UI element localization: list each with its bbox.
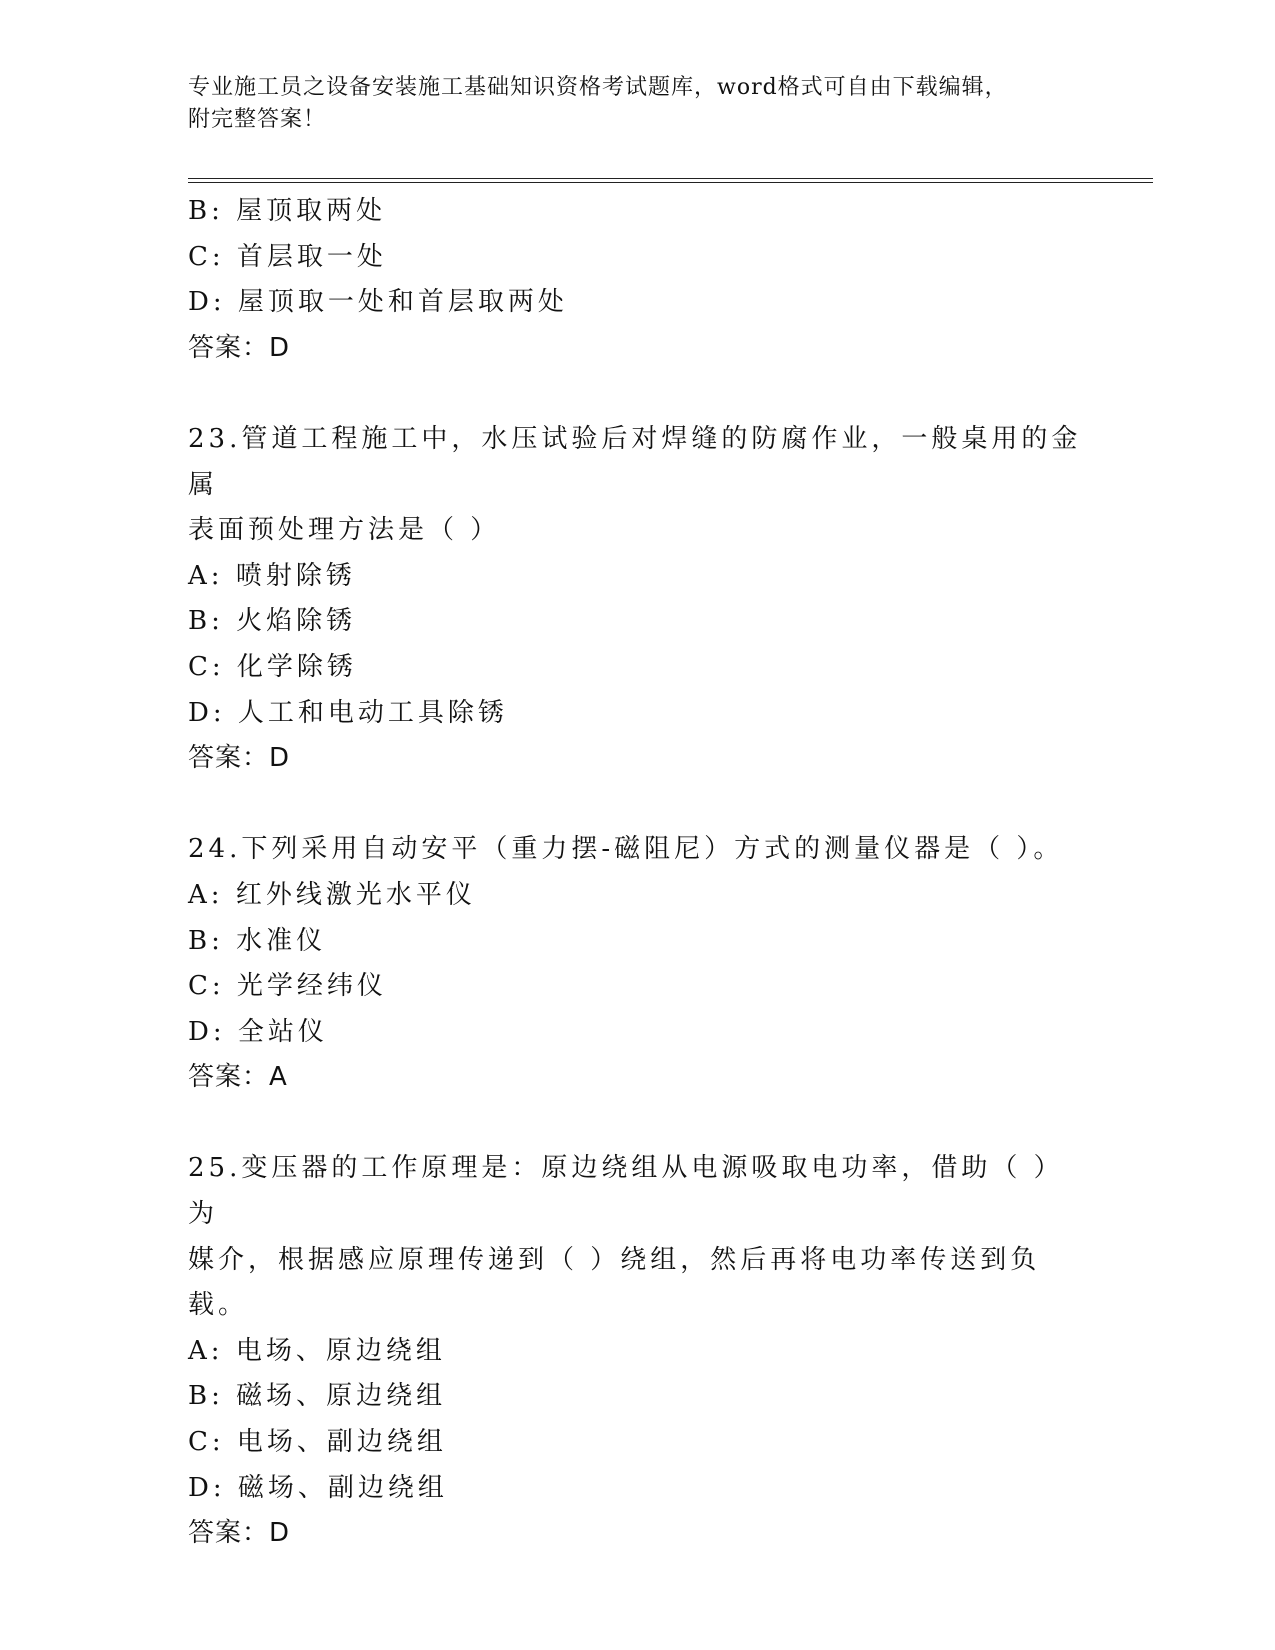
question-25 (188, 1146, 1088, 1556)
option-text: 化学除锈 (236, 651, 357, 682)
question-stem-line: 24.下列采用自动安平（重力摆-磁阻尼）方式的测量仪器是（ ）。 (188, 834, 1064, 865)
option-label: C: (188, 651, 225, 682)
answer-line: 答案：D (188, 743, 291, 774)
document-header (188, 72, 1068, 136)
option-text: 红外线激光水平仪 (235, 879, 476, 910)
option-a (188, 873, 1088, 919)
option-b (188, 919, 1088, 965)
question-24 (188, 827, 1088, 1101)
question-stem-line: 表面预处理方法是（ ） (188, 515, 501, 546)
option-text: 火焰除锈 (236, 606, 357, 637)
option-b (188, 1374, 1088, 1420)
option-label: D: (188, 287, 226, 318)
header-title-line-2: 附完整答案！ (188, 107, 327, 132)
option-label: B: (188, 1381, 224, 1412)
header-divider-top (188, 178, 1153, 179)
option-c (188, 645, 1088, 691)
question-stem-line: 25.变压器的工作原理是：原边绕组从电源吸取电功率，借助（ ）为 (188, 1153, 1064, 1230)
option-label: D: (188, 1016, 226, 1047)
option-c (188, 964, 1088, 1010)
option-text: 磁场、原边绕组 (236, 1381, 447, 1412)
option-text: 全站仪 (237, 1016, 328, 1047)
option-label: D: (188, 697, 226, 728)
continued-question (188, 189, 1088, 371)
option-label: B: (188, 606, 224, 637)
option-d (188, 1466, 1088, 1512)
option-text: 喷射除锈 (235, 560, 356, 591)
option-b (188, 599, 1088, 645)
option-text: 电场、原边绕组 (235, 1335, 446, 1366)
question-content (188, 189, 1088, 1557)
option-text: 首层取一处 (236, 241, 387, 272)
option-text: 磁场、副边绕组 (237, 1472, 448, 1503)
option-text: 屋顶取两处 (236, 196, 387, 226)
option-c (188, 1420, 1088, 1466)
option-label: A: (188, 879, 224, 910)
option-label: B: (188, 196, 224, 226)
option-a (188, 1329, 1088, 1375)
option-text: 屋顶取一处和首层取两处 (237, 287, 568, 318)
option-label: B: (188, 925, 224, 956)
option-a (188, 554, 1088, 600)
answer-line: 答案：A (188, 1062, 288, 1093)
header-divider-bottom (188, 182, 1153, 183)
option-text: 人工和电动工具除锈 (237, 697, 508, 728)
option-label: C: (188, 971, 225, 1002)
option-d (188, 280, 1088, 326)
question-stem-line: 23.管道工程施工中，水压试验后对焊缝的防腐作业，一般桌用的金属 (188, 423, 1082, 500)
option-label: C: (188, 1427, 225, 1458)
option-d (188, 691, 1088, 737)
option-label: A: (188, 560, 224, 591)
option-label: A: (188, 1335, 224, 1366)
option-text: 水准仪 (236, 925, 327, 956)
option-d (188, 1010, 1088, 1056)
answer-line: 答案：D (188, 1518, 291, 1549)
header-title-line-1: 专业施工员之设备安装施工基础知识资格考试题库，word格式可自由下载编辑， (188, 75, 1008, 100)
option-text: 电场、副边绕组 (236, 1427, 447, 1458)
option-label: D: (188, 1472, 226, 1503)
option-text: 光学经纬仪 (236, 971, 387, 1002)
option-label: C: (188, 241, 225, 272)
question-23 (188, 417, 1088, 782)
option-c (188, 235, 1088, 281)
answer-line: 答案：D (188, 332, 291, 363)
question-spacer (188, 1101, 1088, 1147)
option-b (188, 189, 1088, 235)
question-stem-line: 媒介，根据感应原理传递到（ ）绕组，然后再将电功率传送到负载。 (188, 1244, 1041, 1321)
question-spacer (188, 371, 1088, 417)
question-spacer (188, 782, 1088, 828)
